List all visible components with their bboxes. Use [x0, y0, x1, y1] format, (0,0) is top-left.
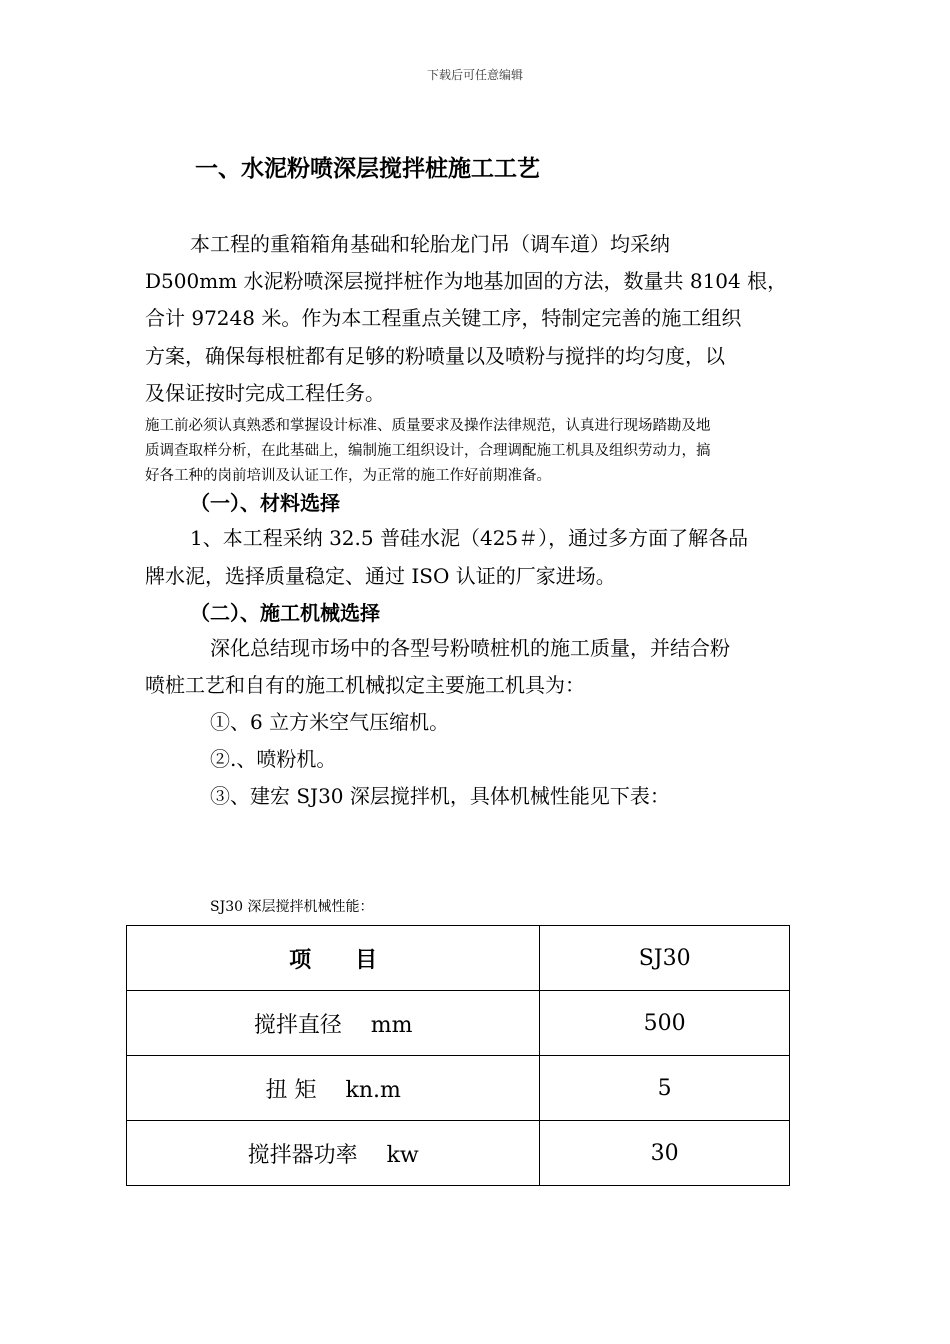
prep-note-line: 好各工种的岗前培训及认证工作，为正常的施工作好前期准备。 — [145, 468, 551, 484]
intro-line: 本工程的重箱箱角基础和轮胎龙门吊（调车道）均采纳 — [190, 232, 670, 256]
table-cell-item: 扭 矩 kn.m — [127, 1056, 540, 1121]
machinery-line: 喷桩工艺和自有的施工机械拟定主要施工机具为： — [145, 673, 585, 697]
header-note: 下载后可任意编辑 — [426, 68, 523, 82]
table-caption: SJ30 深层搅拌机械性能： — [210, 899, 374, 915]
spec-table — [126, 925, 790, 1186]
table-header-cell: SJ30 — [540, 926, 790, 991]
intro-line: 方案，确保每根桩都有足够的粉喷量以及喷粉与搅拌的均匀度，以 — [145, 344, 725, 368]
section-heading-machinery: （二）、施工机械选择 — [190, 601, 380, 625]
machinery-line: 深化总结现市场中的各型号粉喷桩机的施工质量，并结合粉 — [210, 636, 730, 660]
materials-line: 1、本工程采纳 32.5 普硅水泥（425＃），通过多方面了解各品 — [190, 526, 749, 550]
table-row — [127, 991, 790, 1056]
table-header-row — [127, 926, 790, 991]
table-cell-value: 500 — [540, 991, 790, 1056]
intro-line: 及保证按时完成工程任务。 — [145, 381, 385, 405]
prep-note-line: 质调查取样分析，在此基础上，编制施工组织设计，合理调配施工机具及组织劳动力，搞 — [145, 443, 711, 459]
machinery-item: ③、建宏 SJ30 深层搅拌机，具体机械性能见下表： — [210, 784, 670, 808]
page-title: 一、水泥粉喷深层搅拌桩施工工艺 — [195, 155, 540, 182]
intro-line: 合计 97248 米。作为本工程重点关键工序，特制定完善的施工组织 — [145, 306, 742, 330]
table-cell-item: 搅拌器功率 kw — [127, 1121, 540, 1186]
machinery-item: ②.、喷粉机。 — [210, 747, 337, 771]
prep-note-line: 施工前必须认真熟悉和掌握设计标准、质量要求及操作法律规范，认真进行现场踏勘及地 — [145, 418, 711, 434]
machinery-item: ①、6 立方米空气压缩机。 — [210, 710, 450, 734]
table-header-cell: 项 目 — [127, 926, 540, 991]
table-row — [127, 1121, 790, 1186]
table-cell-value: 5 — [540, 1056, 790, 1121]
materials-line: 牌水泥，选择质量稳定、通过 ISO 认证的厂家进场。 — [145, 564, 616, 588]
section-heading-materials: （一）、材料选择 — [190, 491, 340, 515]
table-cell-value: 30 — [540, 1121, 790, 1186]
table-cell-item: 搅拌直径 mm — [127, 991, 540, 1056]
intro-line: D500mm 水泥粉喷深层搅拌桩作为地基加固的方法，数量共 8104 根， — [145, 269, 788, 293]
table-row — [127, 1056, 790, 1121]
